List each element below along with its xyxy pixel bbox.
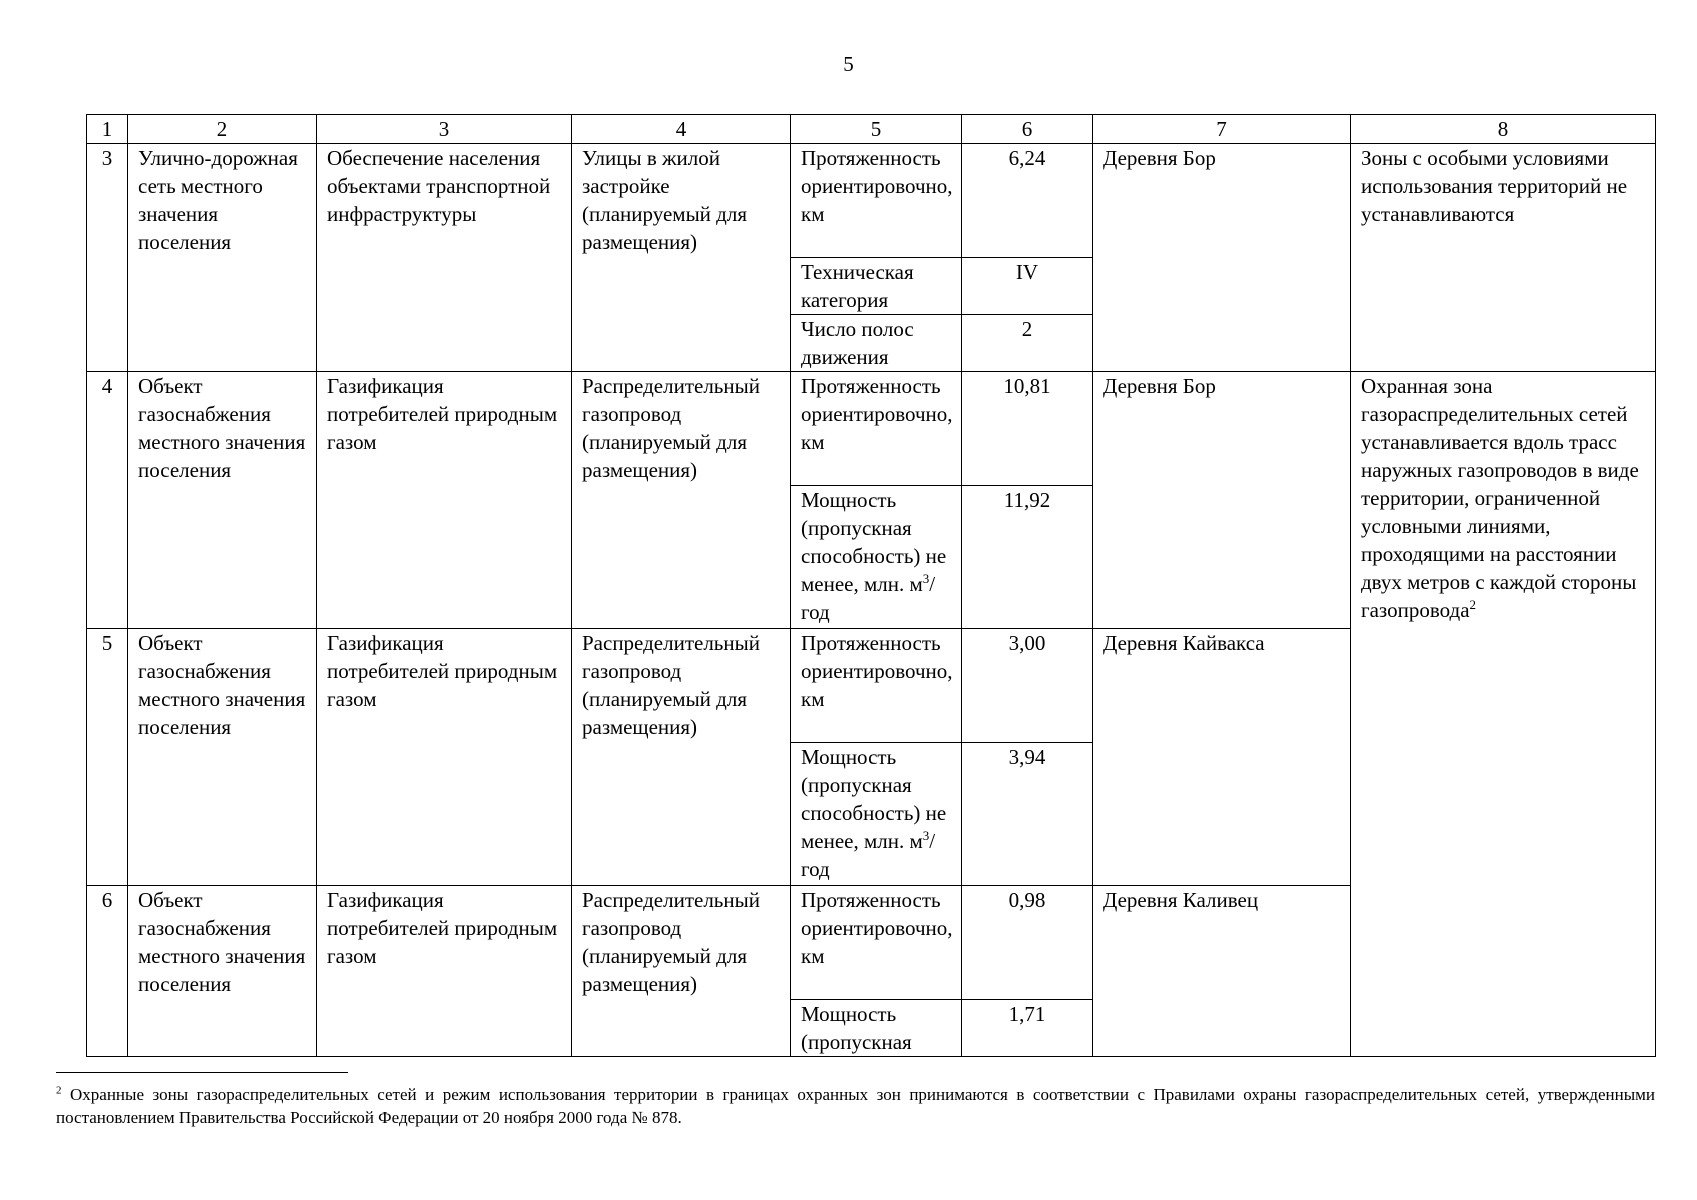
row-number: 4: [87, 372, 128, 629]
param-value: 3,00: [962, 629, 1093, 743]
param-label: Протяженность ориентировочно, км: [791, 144, 962, 258]
param-value: 1,71: [962, 1000, 1093, 1057]
table-row: [87, 372, 1656, 486]
param-label: Протяженность ориентировочно, км: [791, 886, 962, 1000]
object-location: Деревня Кайвакса: [1093, 629, 1351, 886]
page-number: 5: [843, 52, 854, 76]
object-location: Деревня Каливец: [1093, 886, 1351, 1057]
zone-description: Зоны с особыми условиями использования территорий не устанавливаются: [1351, 144, 1656, 372]
object-name: Объект газоснабжения местного значения поселения: [128, 372, 317, 629]
header-cell: 2: [128, 115, 317, 144]
param-value: 3,94: [962, 743, 1093, 886]
object-name: Улично-дорожная сеть местного значения поселения: [128, 144, 317, 372]
footnote-marker: 2: [56, 1084, 62, 1097]
header-cell: 6: [962, 115, 1093, 144]
object-location: Деревня Бор: [1093, 144, 1351, 372]
object-name: Объект газоснабжения местного значения поселения: [128, 886, 317, 1057]
object-purpose: Газификация потребителей природным газом: [317, 886, 572, 1057]
header-cell: 7: [1093, 115, 1351, 144]
param-label: Мощность (пропускная: [791, 1000, 962, 1057]
param-label: Протяженность ориентировочно, км: [791, 629, 962, 743]
param-label: Мощность (пропускная способность) не менее, млн. $м^3$/год: [791, 486, 962, 629]
row-number: 6: [87, 886, 128, 1057]
footnote-text: Охранные зоны газораспределительных сетей и режим использования территории в границах охранных зон принимаются в соответствии с Правилами охраны газораспределительных сетей, утвержденными постановлением Правительства Российской Федерации от 20 ноября 2000 года № 878.: [56, 1085, 1656, 1127]
header-row: [87, 115, 1656, 144]
param-label: Протяженность ориентировочно, км: [791, 372, 962, 486]
param-value: 6,24: [962, 144, 1093, 258]
header-cell: 1: [87, 115, 128, 144]
object-type: Распределительный газопровод (планируемый для размещения): [572, 629, 791, 886]
object-purpose: Обеспечение населения объектами транспортной инфраструктуры: [317, 144, 572, 372]
param-label: Техническая категория: [791, 258, 962, 315]
zone-description: [1351, 372, 1656, 1057]
object-purpose: Газификация потребителей природным газом: [317, 372, 572, 629]
object-type: Распределительный газопровод (планируемый для размещения): [572, 886, 791, 1057]
zone-text: Охранная зона газораспределительных сетей устанавливается вдоль трасс наружных газопроводов в виде территории, ограниченной условными линиями, проходящими на расстоянии двух метров с каждой стороны газопровода: [1361, 374, 1639, 622]
row-number: 3: [87, 144, 128, 372]
header-cell: 4: [572, 115, 791, 144]
object-type: Улицы в жилой застройке (планируемый для размещения): [572, 144, 791, 372]
row-number: 5: [87, 629, 128, 886]
header-cell: 3: [317, 115, 572, 144]
header-cell: 5: [791, 115, 962, 144]
object-purpose: Газификация потребителей природным газом: [317, 629, 572, 886]
footnote-ref: 2: [1469, 597, 1477, 612]
param-label: Число полос движения: [791, 315, 962, 372]
footnote: [56, 1083, 1655, 1129]
object-name: Объект газоснабжения местного значения поселения: [128, 629, 317, 886]
param-value: 10,81: [962, 372, 1093, 486]
param-value: 0,98: [962, 886, 1093, 1000]
data-table: [86, 114, 1656, 1057]
object-type: Распределительный газопровод (планируемый для размещения): [572, 372, 791, 629]
param-value: 11,92: [962, 486, 1093, 629]
footnote-divider: [56, 1072, 348, 1073]
table-row: [87, 144, 1656, 258]
header-cell: 8: [1351, 115, 1656, 144]
object-location: Деревня Бор: [1093, 372, 1351, 629]
param-value: 2: [962, 315, 1093, 372]
param-label: Мощность (пропускная способность) не менее, млн. $м^3$/год: [791, 743, 962, 886]
param-value: IV: [962, 258, 1093, 315]
